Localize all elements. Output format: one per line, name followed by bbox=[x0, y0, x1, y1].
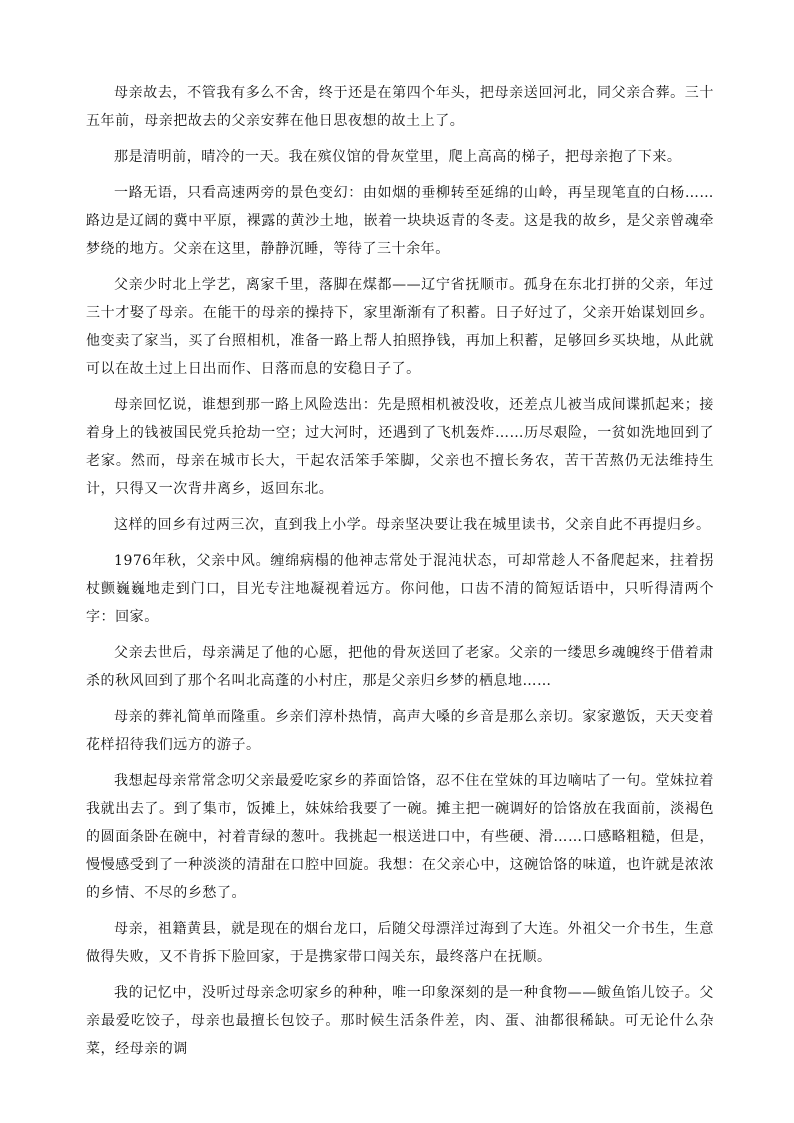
paragraph-2: 那是清明前，晴冷的一天。我在殡仪馆的骨灰堂里，爬上高高的梯子，把母亲抱了下来。 bbox=[114, 149, 682, 165]
article-body bbox=[86, 79, 714, 1071]
paragraph-12: 我的记忆中，没听过母亲念叨家乡的种种，唯一印象深刻的是一种食物——鲅鱼馅儿饺子。父亲最爱吃饺子，母亲也最擅长包饺子。那时候生活条件差，肉、蛋、油都很稀缺。可无论什么杂菜，经母亲的调 bbox=[86, 985, 714, 1057]
paragraph-5: 母亲回忆说，谁想到那一路上风险迭出：先是照相机被没收，还差点儿被当成间谍抓起来；接着身上的钱被国民党兵抢劫一空；过大河时，还遇到了飞机轰炸……历尽艰险，一贫如洗地回到了老家。然而，母亲在城市长大，干起农活笨手笨脚，父亲也不擅长务农，苦干苦熬仍无法维持生计，只得又一次背井离乡，返回东北。 bbox=[86, 397, 714, 497]
paragraph-7: 1976年秋，父亲中风。缠绵病榻的他神志常处于混沌状态，可却常趁人不备爬起来，拄着拐杖颤巍巍地走到门口，目光专注地凝视着远方。你问他，口齿不清的简短话语中，只听得清两个字：回家。 bbox=[86, 553, 714, 625]
paragraph-9: 母亲的葬礼简单而隆重。乡亲们淳朴热情，高声大嗓的乡音是那么亲切。家家邀饭，天天变着花样招待我们远方的游子。 bbox=[86, 709, 714, 753]
paragraph-4: 父亲少时北上学艺，离家千里，落脚在煤都——辽宁省抚顺市。孤身在东北打拼的父亲，年过三十才娶了母亲。在能干的母亲的操持下，家里渐渐有了积蓄。日子好过了，父亲开始谋划回乡。他变卖了家当，买了台照相机，准备一路上帮人拍照挣钱，再加上积蓄，足够回乡买块地，从此就可以在故土过上日出而作、日落而息的安稳日子了。 bbox=[86, 277, 714, 377]
paragraph-3: 一路无语，只看高速两旁的景色变幻：由如烟的垂柳转至延绵的山岭，再呈现笔直的白杨……路边是辽阔的冀中平原，裸露的黄沙土地，嵌着一块块返青的冬麦。这是我的故乡，是父亲曾魂牵梦绕的地方。父亲在这里，静静沉睡，等待了三十余年。 bbox=[86, 185, 714, 257]
paragraph-11: 母亲，祖籍黄县，就是现在的烟台龙口，后随父母漂洋过海到了大连。外祖父一介书生，生意做得失败，又不肯拆下脸回家，于是携家带口闯关东，最终落户在抚顺。 bbox=[86, 921, 714, 965]
paragraph-10: 我想起母亲常常念叨父亲最爱吃家乡的荞面饸饹，忍不住在堂妹的耳边嘀咕了一句。堂妹拉着我就出去了。到了集市，饭摊上，妹妹给我要了一碗。摊主把一碗调好的饸饹放在我面前，淡褐色的圆面条卧在碗中，衬着青绿的葱叶。我挑起一根送进口中，有些硬、滑……口感略粗糙，但是，慢慢感受到了一种淡淡的清甜在口腔中回旋。我想：在父亲心中，这碗饸饹的味道，也许就是浓浓的乡情、不尽的乡愁了。 bbox=[86, 773, 714, 901]
paragraph-8: 父亲去世后，母亲满足了他的心愿，把他的骨灰送回了老家。父亲的一缕思乡魂魄终于借着肃杀的秋风回到了那个名叫北高蓬的小村庄，那是父亲归乡梦的栖息地…… bbox=[86, 645, 714, 689]
paragraph-6: 这样的回乡有过两三次，直到我上小学。母亲坚决要让我在城里读书，父亲自此不再提归乡。 bbox=[114, 517, 711, 533]
paragraph-1: 母亲故去，不管我有多么不舍，终于还是在第四个年头，把母亲送回河北，同父亲合葬。三十五年前，母亲把故去的父亲安葬在他日思夜想的故土上了。 bbox=[86, 85, 714, 129]
